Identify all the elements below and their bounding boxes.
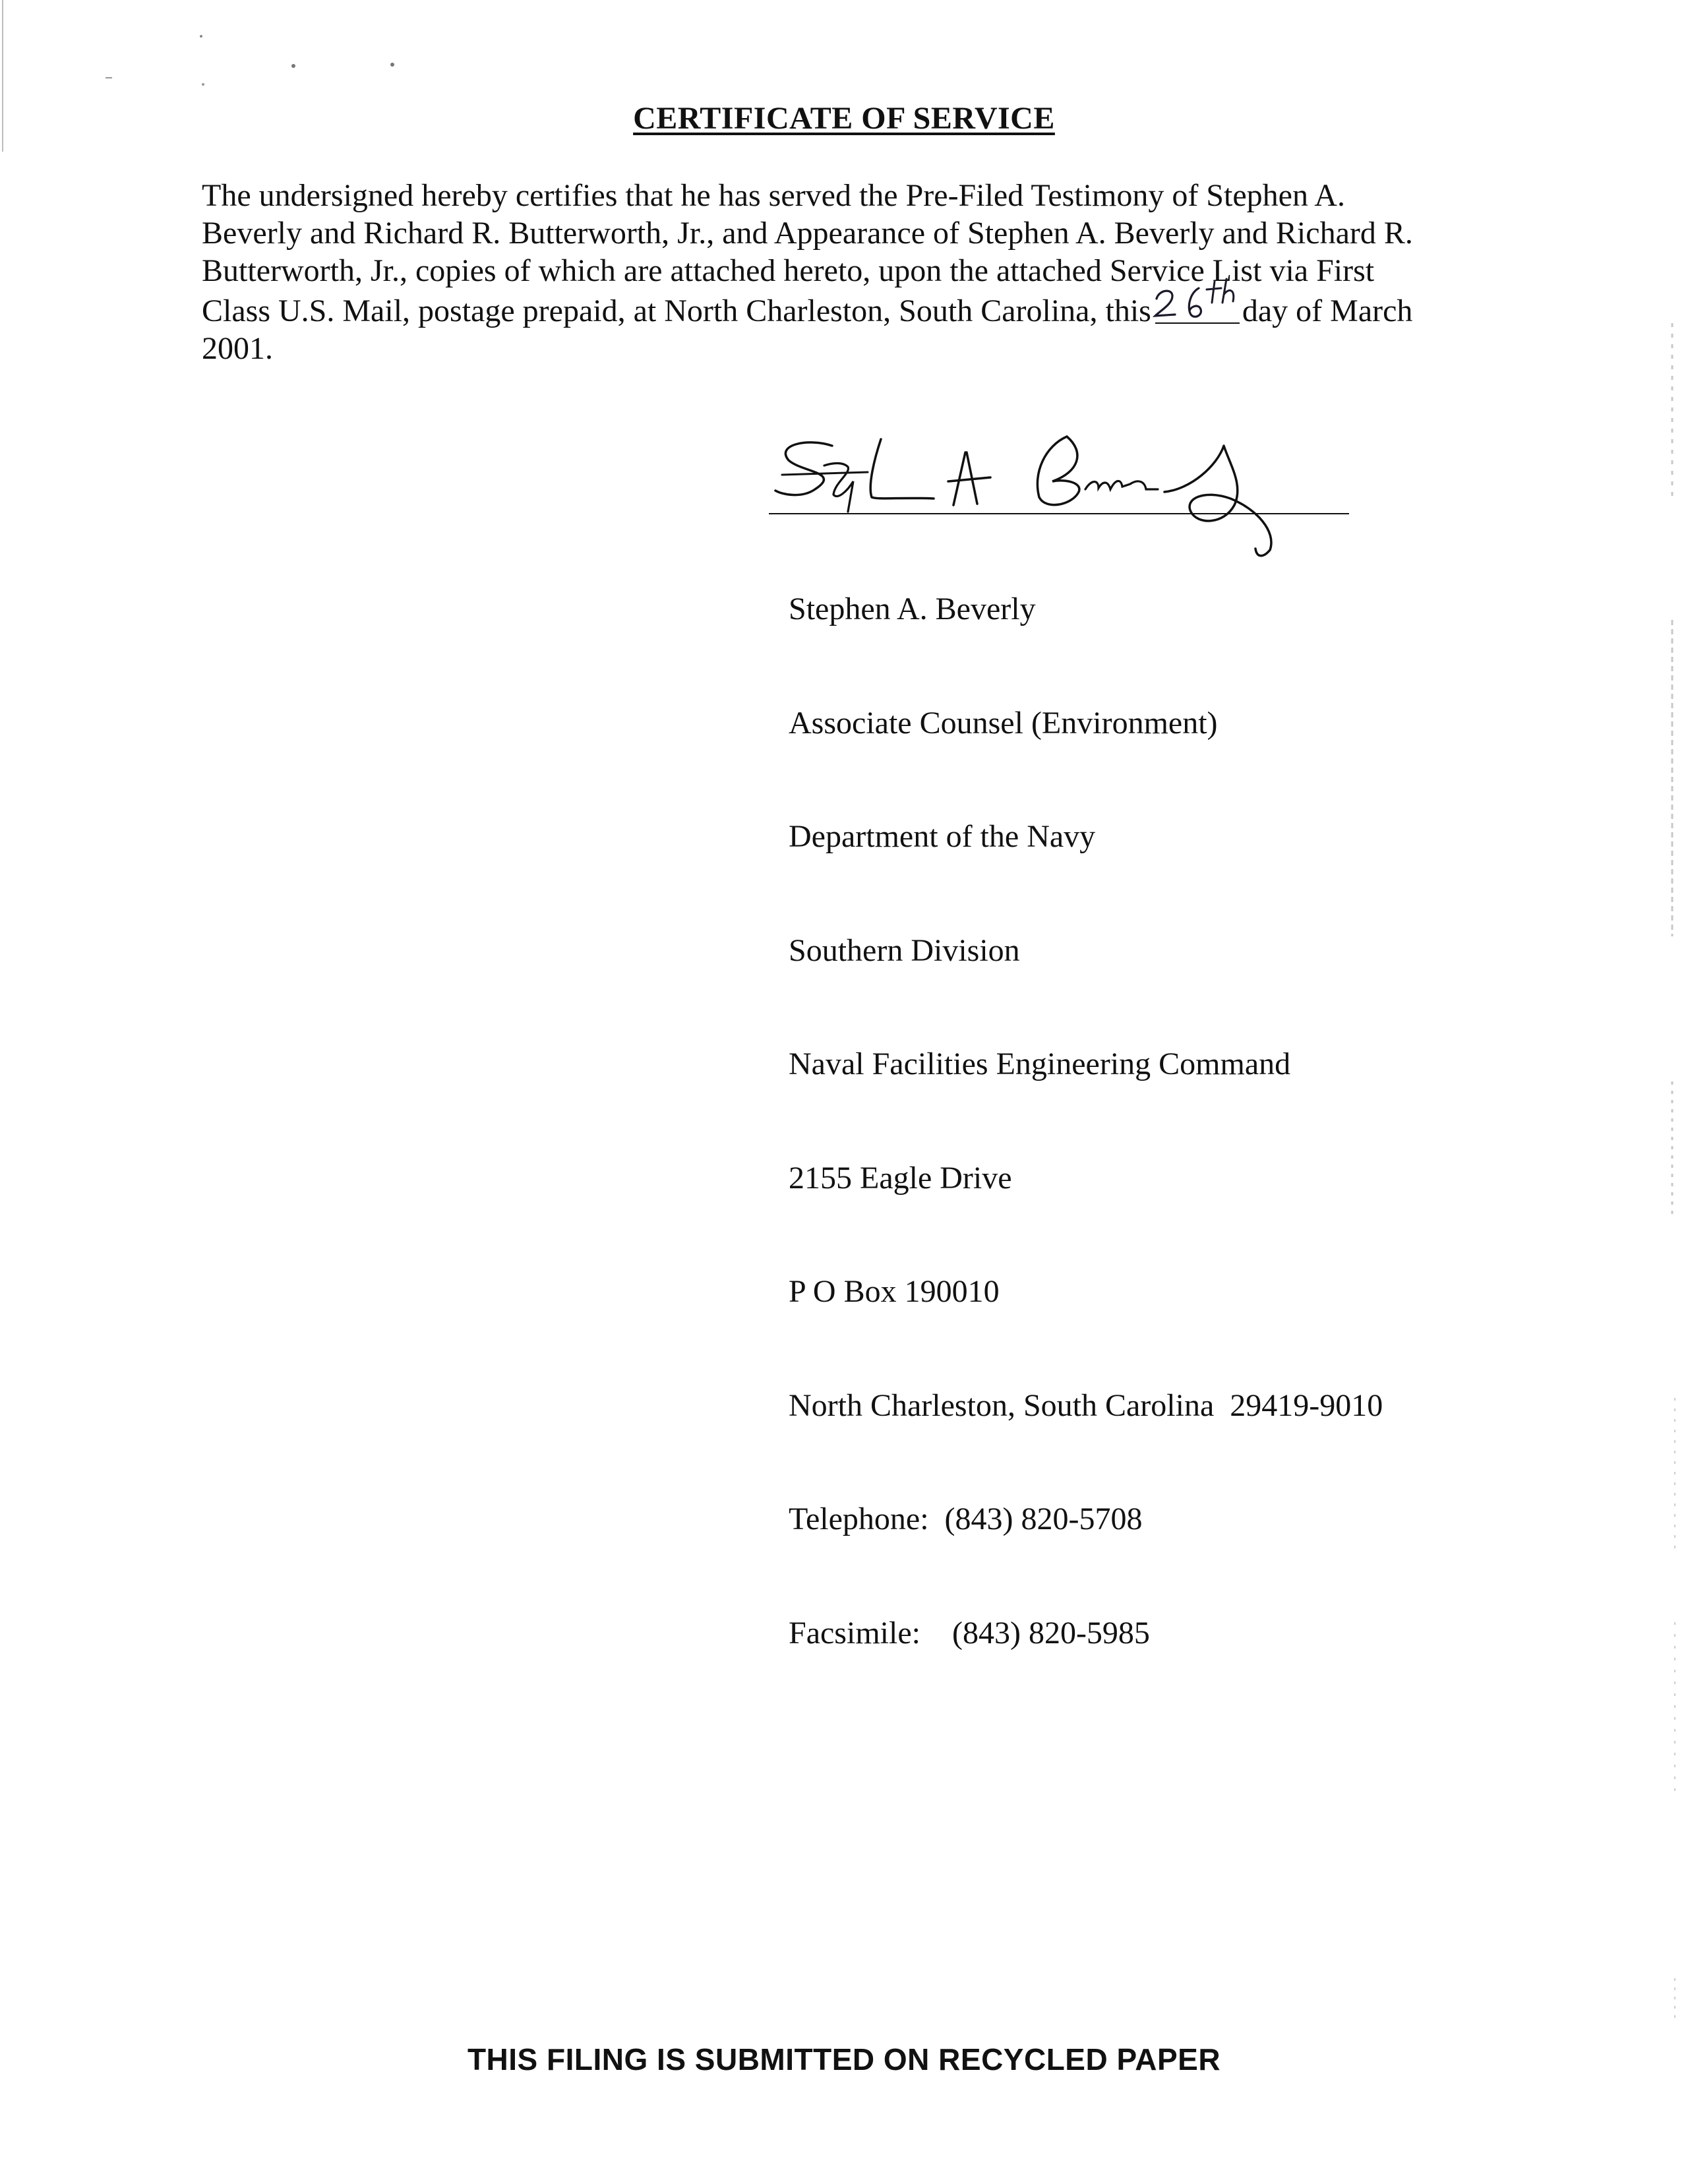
body-line-3: Butterworth, Jr., copies of which are attached hereto, upon the attached Service List via First: [202, 253, 1375, 288]
signatory-facsimile: Facsimile: (843) 820-5985: [789, 1615, 1150, 1651]
signatory-po-box: P O Box 190010: [789, 1274, 1000, 1309]
signatory-title: Associate Counsel (Environment): [789, 705, 1218, 741]
recycled-paper-footer: THIS FILING IS SUBMITTED ON RECYCLED PAPER: [467, 2042, 1221, 2077]
handwritten-date: [1155, 289, 1240, 324]
signatory-department: Department of the Navy: [789, 819, 1096, 854]
signatory-name: Stephen A. Beverly: [789, 592, 1036, 626]
signatory-command: Naval Facilities Engineering Command: [789, 1046, 1291, 1081]
certification-paragraph: [202, 177, 1507, 367]
signatory-city-state-zip: North Charleston, South Carolina 29419-9010: [789, 1387, 1383, 1423]
signatory-telephone: Telephone: (843) 820-5708: [789, 1502, 1143, 1536]
body-line-4-before: Class U.S. Mail, postage prepaid, at North Charleston, South Carolina, this: [202, 293, 1151, 328]
body-line-5: 2001.: [202, 331, 273, 366]
signatory-street: 2155 Eagle Drive: [789, 1160, 1012, 1196]
signatory-address: [789, 514, 1383, 1728]
body-line-4-after: day of March: [1242, 293, 1413, 328]
document-title: CERTIFICATE OF SERVICE: [633, 101, 1055, 136]
body-line-2: Beverly and Richard R. Butterworth, Jr., and Appearance of Stephen A. Beverly and Richard R.: [202, 216, 1413, 251]
handwritten-day-drawing: [1153, 279, 1245, 325]
body-line-4: [202, 289, 1507, 330]
body-line-1: The undersigned hereby certifies that he has served the Pre-Filed Testimony of Stephen A.: [202, 178, 1345, 213]
signatory-division: Southern Division: [789, 932, 1020, 968]
